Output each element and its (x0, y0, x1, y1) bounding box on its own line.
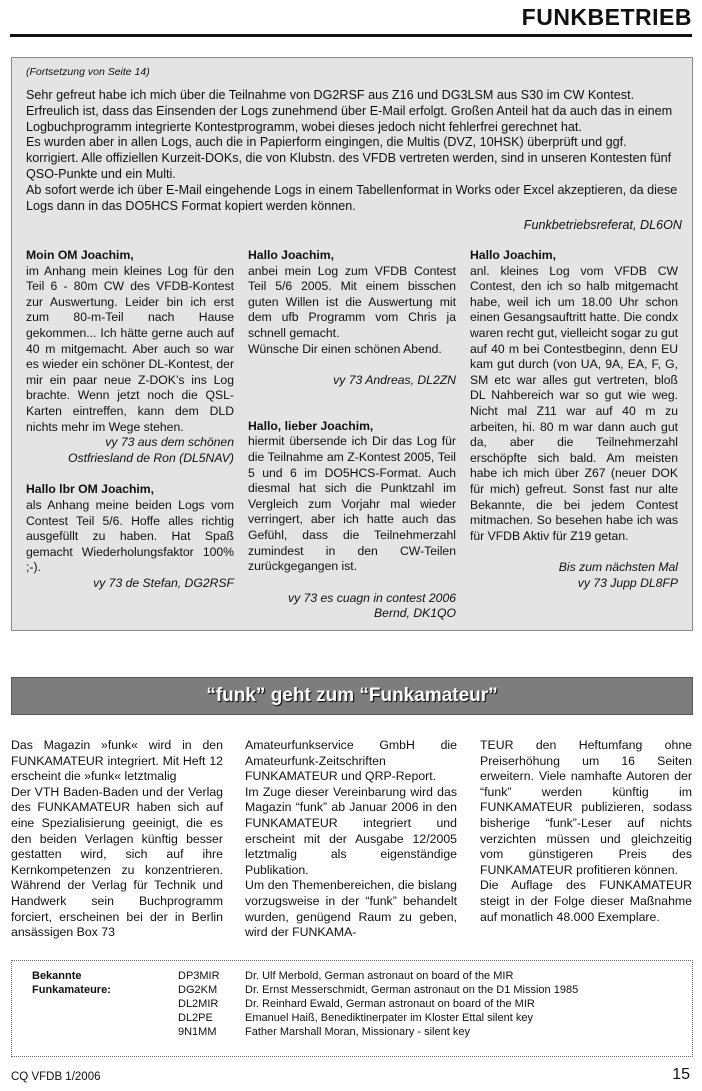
article-paragraph: Der VTH Baden-Baden und der Verlag des FUNKAMATEUR haben sich auf eine Spezialisierung geeinigt, die es den beiden Verlagen künftig besser gestatten wird, sich auf ihre Kernkompetenzen zu konzentrieren. Während der Verlag für Technik und Handwerk sein Buchprogramm forciert, erscheinen bei der in Berlin ansässigen Box 73 (11, 784, 223, 940)
letter-body: Wünsche Dir einen schönen Abend. (248, 341, 442, 356)
letter-body: anl. kleines Log vom VFDB CW Contest, den ich so halb mitgemacht habe, weil ich um 18.00 Uhr schon einen Gesangsauftritt hatte. Die condx waren recht gut, vielleicht sogar zu gut auf 40 m bei Contestbeginn, denn EU kam gut durch (von UA, 9A, EA, F, G, SM etc war alles gut vertreten, bloß DL Nahbereich war so gut wie weg. Nicht mal Z11 war auf 40 m zu arbeiten, hi. 80 m war dann auch gut da, aber die Teilnehmerzahl erschöpfte sich bald. Am meisten habe ich mich über Z67 (neuer DOK für mich) gefreut. Sonst fast nur alte Bekannte, die bei jedem Contest mitmachen. So besehen habe ich was für VFDB Aktiv für Z19 getan. (470, 263, 678, 543)
letter-greeting: Moin OM Joachim, (26, 248, 134, 262)
intro-paragraph: Ab sofort werde ich über E-Mail eingehende Logs in einem Tabellenformat in Works oder Excel akzeptieren, da diese Logs dann in das DO5HCS Format kopiert werden können. (26, 182, 678, 213)
callsign: 9N1MM (178, 1026, 217, 1038)
footer-issue: CQ VFDB 1/2006 (11, 1071, 101, 1083)
letter-signature: vy 73 aus dem schönen (105, 435, 234, 450)
letter-greeting: Hallo lbr OM Joachim, (26, 482, 154, 497)
letter-body: als Anhang meine beiden Logs vom Contest Teil 5/6. Hoffe alles richtig ausgefüllt zu haben. Hat Spaß gemacht Wiederholungsfaktor 100% ;-). (26, 497, 234, 575)
letter-signature: vy 73 Andreas, DL2ZN (333, 373, 456, 388)
callsign-description: Emanuel Haiß, Benediktinerpater im Kloster Ettal silent key (245, 1012, 533, 1024)
article-banner (11, 677, 693, 715)
header-rule (10, 34, 692, 37)
letters-column-1 (26, 248, 234, 591)
section-title: FUNKBETRIEB (521, 4, 692, 30)
letter-greeting: Hallo, lieber Joachim, (248, 418, 374, 433)
intro-paragraph: Sehr gefreut habe ich mich über die Teilnahme von DG2RSF aus Z16 und DG3LSM aus S30 im CW Kontest. Erfreulich ist, dass das Einsenden der Logs zunehmend über E-Mail erfolgt. Großen Anteil hat da auch das in einem Logbuchprogramm integrierte Kontestprogramm, wobei dieses jedoch nicht fehlerfrei gerechnet hat. (26, 88, 673, 134)
letter-body: anbei mein Log zum VFDB Contest Teil 5/6 2005. Mit einem bisschen guten Willen ist die Auswertung mit dem ufb Programm vom Chris ja schnell gemacht. (248, 263, 456, 340)
intro-signature: Funkbetriebsreferat, DL6ON (523, 218, 682, 233)
letters-box (11, 57, 693, 631)
callsign: DL2PE (178, 1012, 213, 1024)
letter-signature: vy 73 de Stefan, DG2RSF (93, 575, 234, 590)
famous-hams-box (11, 960, 693, 1057)
callsign: DG2KM (178, 984, 218, 996)
article-paragraph: Um den Themenbereichen, die bislang vorzugsweise in der “funk” behandelt wurden, genügend Raum zu geben, wird der FUNKAMA- (245, 878, 457, 940)
article-paragraph: Das Magazin »funk« wird in den FUNKAMATEUR integriert. Mit Heft 12 erscheint die »funk« letztmalig (11, 738, 223, 784)
page-number: 15 (672, 1066, 690, 1083)
callsign: DP3MIR (178, 970, 220, 982)
letters-column-2 (248, 248, 456, 622)
article-paragraph: Im Zuge dieser Vereinbarung wird das Magazin “funk” ab Januar 2006 in den FUNKAMATEUR integriert und erscheint mit der Ausgabe 12/2005 letztmalig als eigenständige Publikation. (245, 784, 457, 877)
article-paragraph: Die Auflage des FUNKAMATEUR steigt in der Folge dieser Maßnahme auf monatlich 48.000 Exemplare. (480, 878, 692, 924)
callsign-description: Dr. Ernst Messerschmidt, German astronaut on the D1 Mission 1985 (245, 984, 579, 996)
intro-paragraph: Es wurden aber in allen Logs, auch die in Papierform eingingen, die Multis (DVZ, 10HSK) überprüft und ggf. korrigiert. Alle offiziellen Kurzeit-DOKs, die von Klubstn. des VFDB vertreten werden, sind in unseren Kontesten fünf QSO-Punkte und ein Multi. (26, 135, 672, 181)
article-column-2 (245, 738, 457, 941)
legend-label: Funkamateure: (32, 984, 111, 996)
letter-signature: vy 73 Jupp DL8FP (577, 575, 678, 590)
callsign-description: Dr. Ulf Merbold, German astronaut on board of the MIR (245, 970, 514, 982)
letter-body: im Anhang mein kleines Log für den Teil 6 - 80m CW des VFDB-Kontest zur Auswertung. Leider bin ich erst zum 80-m-Teil nach Hause gekommen... Ich hätte gerne auch auf 40 m mitgemacht. Aber auch so war es wieder ein schöner DL-Kontest, der mir ein paar neue Z-DOK’s ins Log brachte. Wenn jetzt noch die QSL-Karten eintreffen, kann dem DLD nichts mehr im Wege stehen. (26, 263, 234, 434)
article-column-1 (11, 738, 223, 941)
intro-text (26, 88, 682, 234)
letter-signature: vy 73 es cuagn in contest 2006 (287, 590, 456, 605)
article-paragraph: Amateurfunkservice GmbH die Amateurfunk-Zeitschriften FUNKAMATEUR und QRP-Report. (245, 738, 457, 784)
callsign-description: Father Marshall Moran, Missionary - silent key (245, 1026, 470, 1038)
article-title: “funk” geht zum “Funkamateur” (206, 685, 498, 706)
legend-label: Bekannte (32, 970, 82, 982)
continued-note: (Fortsetzung von Seite 14) (26, 66, 150, 78)
letter-greeting: Hallo Joachim, (248, 248, 335, 262)
letter-signature: Bernd, DK1QO (374, 606, 456, 621)
letter-signature: Ostfriesland de Ron (DL5NAV) (68, 450, 234, 465)
letter-greeting: Hallo Joachim, (470, 248, 557, 262)
letters-column-3 (470, 248, 678, 591)
article-column-3 (480, 738, 692, 925)
callsign: DL2MIR (178, 998, 219, 1010)
letter-signature: Bis zum nächsten Mal (558, 560, 678, 575)
callsign-description: Dr. Reinhard Ewald, German astronaut on board of the MIR (245, 998, 535, 1010)
article-paragraph: TEUR den Heftumfang ohne Preiserhöhung um 16 Seiten erweitern. Viele namhafte Autoren der “funk” werden künftig im FUNKAMATEUR publizieren, sodass bisherige “funk”-Leser auf nichts verzichten müssen und gleichzeitig vom günstigeren Preis des FUNKAMATEUR profitieren können. (480, 738, 692, 877)
letter-body: hiermit übersende ich Dir das Log für die Teilnahme am Z-Kontest 2005, Teil 5 und 6 im DO5HCS-Format. Auch diesmal hat sich die Punktzahl im Vergleich zum Vorjahr mal wieder verringert, aber ich hatte auch das Gefühl, dass die Teilnehmerzahl zumindest in den CW-Teilen zurückgegangen ist. (248, 434, 456, 574)
